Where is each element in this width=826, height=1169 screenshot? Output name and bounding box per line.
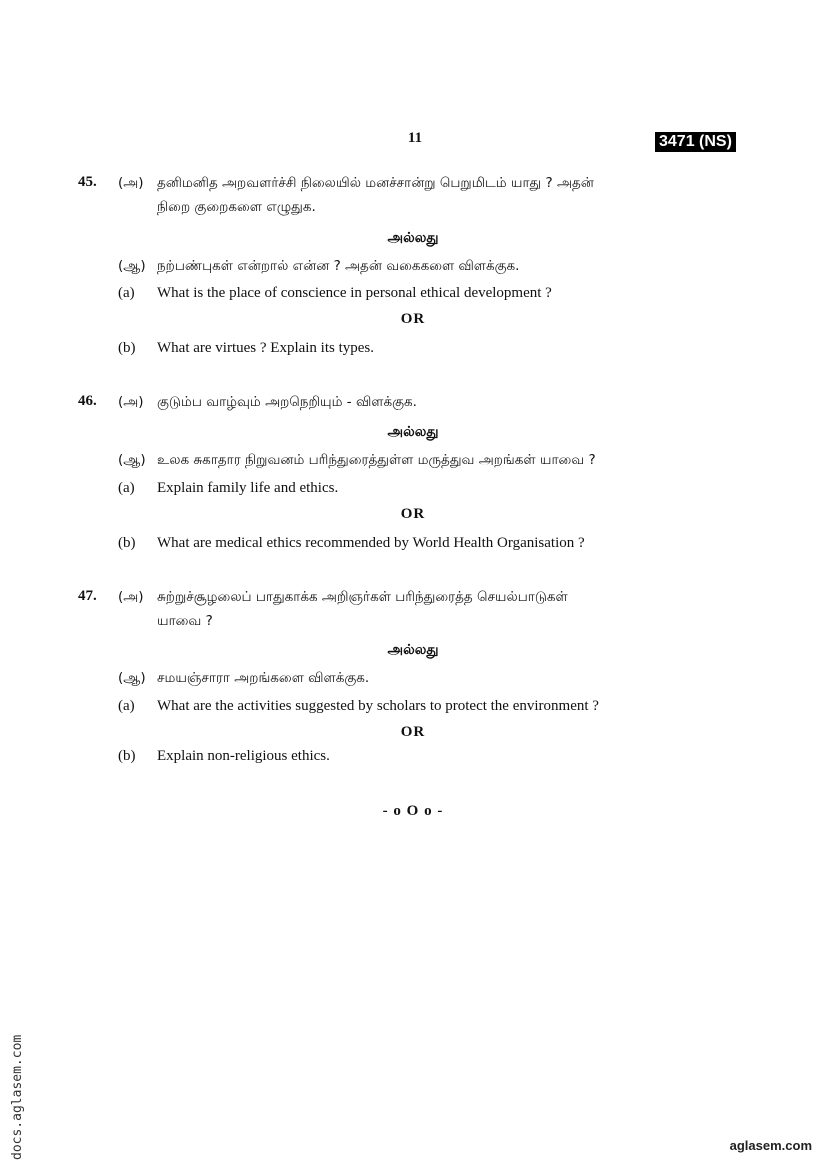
tamil-or-separator: அல்லது <box>387 424 439 440</box>
option-mark: (b) <box>118 340 136 356</box>
end-of-paper-mark: - o O o - <box>382 803 444 819</box>
tamil-or-separator: அல்லது <box>387 642 439 658</box>
option-mark: (ஆ) <box>118 452 146 468</box>
option-mark: (b) <box>118 748 136 764</box>
tamil-question-a: குடும்ப வாழ்வும் அறநெறியும் - விளக்குக. <box>157 394 417 410</box>
tamil-question-a-cont: நிறை குறைகளை எழுதுக. <box>157 199 316 215</box>
side-watermark: docs.aglasem.com <box>10 1034 25 1160</box>
tamil-question-b: உலக சுகாதார நிறுவனம் பரிந்துரைத்துள்ள மருத்துவ அறங்கள் யாவை ? <box>157 452 596 468</box>
english-or-separator: OR <box>400 506 426 522</box>
english-or-separator: OR <box>400 311 426 327</box>
option-mark: (a) <box>118 698 135 714</box>
question-number: 45. <box>78 174 97 190</box>
english-question-b: What are virtues ? Explain its types. <box>157 340 375 356</box>
tamil-question-a: சுற்றுச்சூழலைப் பாதுகாக்க அறிஞர்கள் பரிந்துரைத்த செயல்பாடுகள் <box>157 589 568 605</box>
option-mark: (அ) <box>118 394 144 410</box>
tamil-question-b: நற்பண்புகள் என்றால் என்ன ? அதன் வகைகளை விளக்குக. <box>157 258 520 274</box>
english-question-b: Explain non-religious ethics. <box>157 748 330 764</box>
tamil-question-b: சமயஞ்சாரா அறங்களை விளக்குக. <box>157 670 370 686</box>
option-mark: (a) <box>118 480 135 496</box>
tamil-question-a-cont: யாவை ? <box>157 613 213 629</box>
paper-code-badge: 3471 (NS) <box>655 132 736 152</box>
english-or-separator: OR <box>400 724 426 740</box>
question-number: 46. <box>78 393 97 409</box>
option-mark: (அ) <box>118 589 144 605</box>
option-mark: (b) <box>118 535 136 551</box>
english-question-a: What are the activities suggested by scholars to protect the environment ? <box>157 698 599 714</box>
english-question-a: What is the place of conscience in personal ethical development ? <box>157 285 552 301</box>
option-mark: (a) <box>118 285 135 301</box>
page-number: 11 <box>407 130 423 146</box>
english-question-a: Explain family life and ethics. <box>157 480 339 496</box>
english-question-b: What are medical ethics recommended by World Health Organisation ? <box>157 535 585 551</box>
corner-watermark: aglasem.com <box>729 1138 812 1153</box>
tamil-or-separator: அல்லது <box>387 230 439 246</box>
option-mark: (ஆ) <box>118 258 146 274</box>
option-mark: (ஆ) <box>118 670 146 686</box>
option-mark: (அ) <box>118 175 144 191</box>
tamil-question-a: தனிமனித அறவளர்ச்சி நிலையில் மனச்சான்று பெறுமிடம் யாது ? அதன் <box>157 175 594 191</box>
question-number: 47. <box>78 588 97 604</box>
